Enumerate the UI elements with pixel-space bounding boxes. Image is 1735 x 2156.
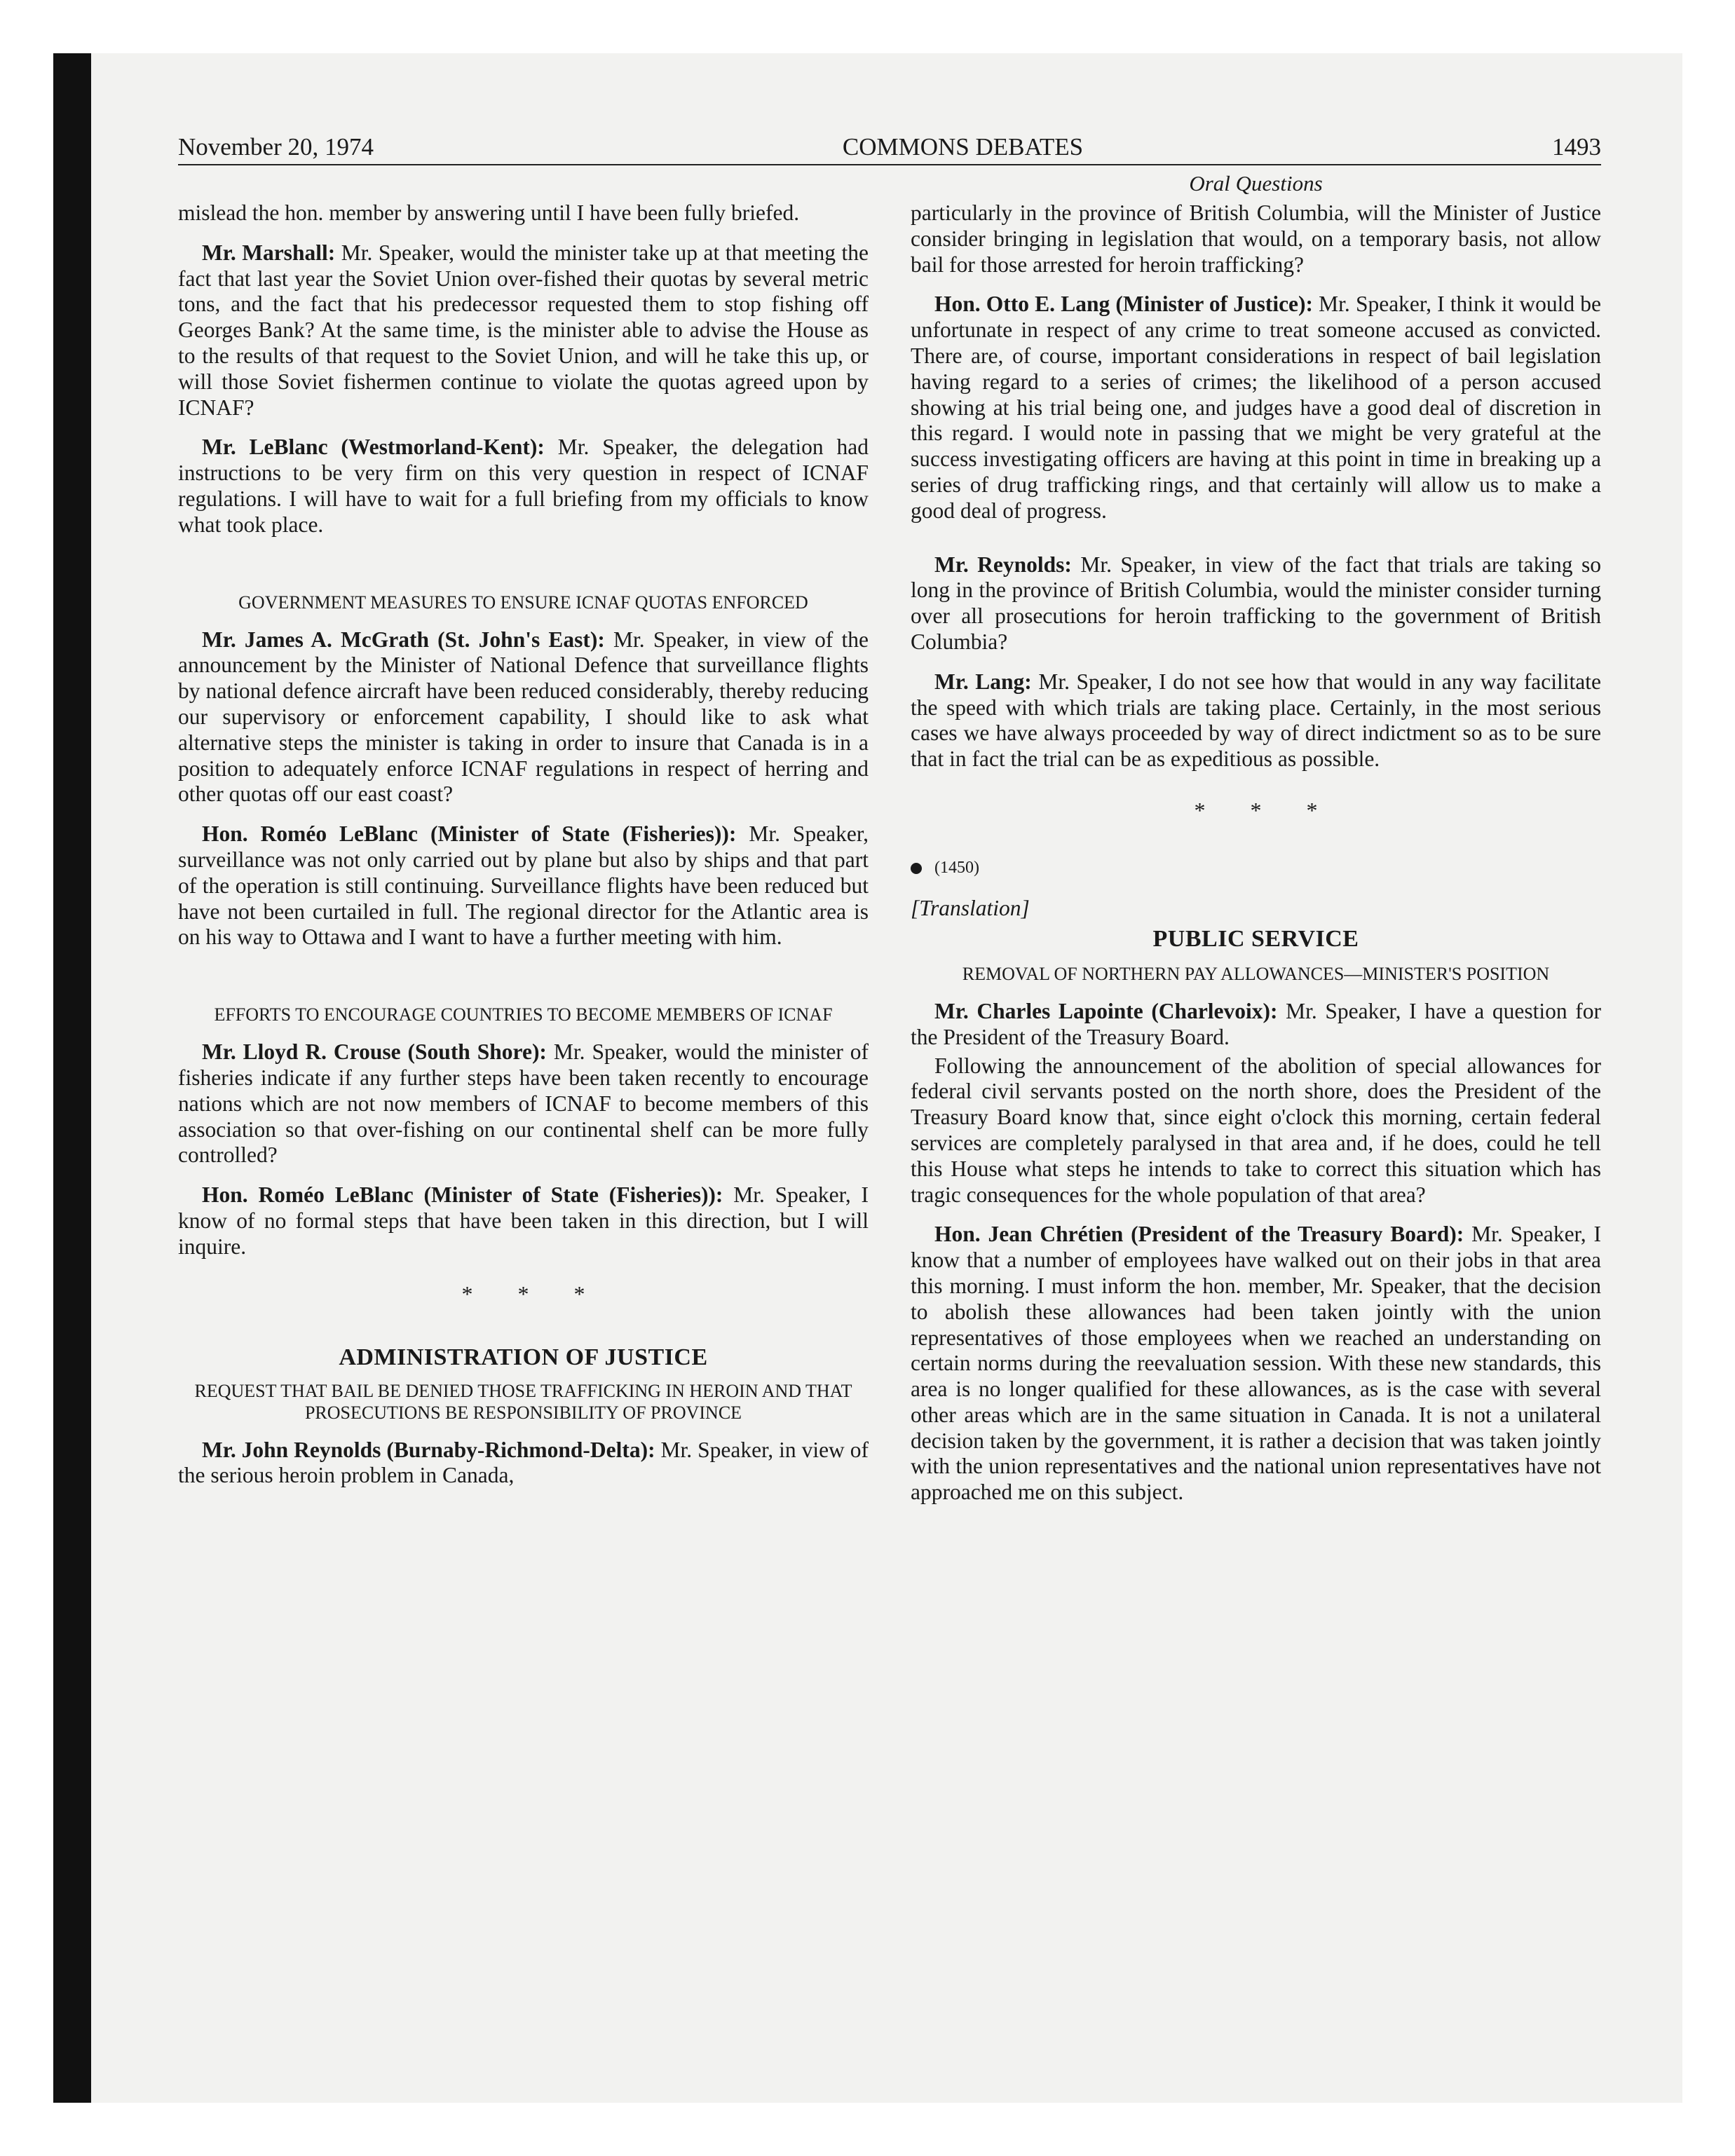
left-paragraph-8: [178, 1438, 869, 1489]
scan-edge-bar: [53, 53, 91, 2103]
speech-text: Mr. Speaker, I know of no formal steps that have been taken in this direction, but I will inquire.: [178, 1182, 869, 1259]
text-columns: [178, 171, 1601, 1506]
bullet-icon: [911, 863, 922, 874]
speech-text: Mr. Speaker, I know that a number of employees have walked out on their jobs in that area this morning. I must inform the hon. member, Mr. Speaker, that the decision to abolish these allowances had been taken jointly with the union representatives of those employees when we reached an understanding on certain norms during the reevaluation session. With these new standards, this area is no longer qualified for these allowances, as is the case with several other areas which are in the same situation in Canada. It is not a unilateral decision taken by the government, it is rather a decision that was taken jointly with the union representatives and the national union representatives have not approached me on this subject.: [911, 1222, 1601, 1505]
speaker-name: Mr. Charles Lapointe (Charlevoix):: [934, 998, 1278, 1023]
section-break-stars: * * *: [1194, 797, 1338, 823]
left-paragraph-2: [178, 240, 869, 421]
right-paragraph-3: [911, 552, 1601, 655]
right-paragraph-5: [911, 999, 1601, 1051]
subheading-bail-heroin: REQUEST THAT BAIL BE DENIED THOSE TRAFFICKING IN HEROIN AND THAT PROSECUTIONS BE RESPONSIBILITY OF PROVINCE: [194, 1380, 852, 1423]
speaker-name: Hon. Roméo LeBlanc (Minister of State (Fisheries)):: [202, 1182, 723, 1208]
header-date: November 20, 1974: [178, 133, 374, 161]
left-paragraph-6: [178, 1039, 869, 1168]
translation-note: [Translation]: [911, 895, 1030, 920]
left-column: [178, 171, 869, 1506]
subheading-northern-pay: REMOVAL OF NORTHERN PAY ALLOWANCES—MINISTER'S POSITION: [962, 963, 1550, 984]
left-paragraph-3: [178, 435, 869, 538]
speech-text: Mr. Speaker, would the minister take up at that meeting the fact that last year the Soviet Union over-fished their quotas by several metric tons, and the fact that his predecessor requested them to stop fishing off Georges Bank? At the same time, is the minister able to advise the House as to the results of that request to the Soviet Union, and will he take this up, or will those Soviet fishermen continue to violate the quotas agreed upon by ICNAF?: [178, 240, 869, 420]
time-marker-text: (1450): [934, 858, 979, 877]
subheading-icnaf-members: EFFORTS TO ENCOURAGE COUNTRIES TO BECOME MEMBERS OF ICNAF: [214, 1004, 833, 1025]
speech-text: Mr. Speaker, in view of the announcement by the Minister of National Defence that surveillance flights by national defence aircraft have been reduced considerably, thereby reducing our supervisory or enforcement capability, I should like to ask what alternative steps the minister is taking in order to insure that Canada is in a position to adequately enforce ICNAF regulations in respect of herring and other quotas off our east coast?: [178, 627, 869, 807]
left-paragraph-5: [178, 821, 869, 950]
speaker-name: Mr. James A. McGrath (St. John's East):: [202, 627, 605, 652]
right-paragraph-2: [911, 292, 1601, 524]
speech-text: Mr. Speaker, I think it would be unfortunate in respect of any crime to treat someone accused as convicted. There are, of course, important considerations in respect of bail legislation having regard to a series of crimes; the likelihood of a person accused showing at his trial being one, and judges have a good deal of discretion in this regard. I would note in passing that we might be very grateful at the success investigating officers are having at this point in time in breaking up a series of drug trafficking rings, and that certainly will allow us to make a good deal of progress.: [911, 292, 1601, 523]
speaker-name: Mr. Lloyd R. Crouse (South Shore):: [202, 1039, 547, 1065]
speaker-name: Mr. LeBlanc (Westmorland-Kent):: [202, 435, 545, 460]
speech-text: Mr. Speaker, surveillance was not only carried out by plane but also by ships and that part of the operation is still continuing. Surveillance flights have been reduced but have not been curtailed in full. The regional director for the Atlantic area is on his way to Ottawa and I want to have a further meeting with him.: [178, 821, 869, 950]
speaker-name: Hon. Jean Chrétien (President of the Treasury Board):: [934, 1222, 1464, 1247]
speaker-name: Mr. Reynolds:: [934, 552, 1072, 577]
speech-text: Mr. Speaker, would the minister of fisheries indicate if any further steps have been taken recently to encourage nations which are not now members of ICNAF to become members of this association so that over-fishing on our continental shelf can be more fully controlled?: [178, 1039, 869, 1168]
section-break-stars: * * *: [461, 1281, 605, 1306]
speaker-name: Mr. John Reynolds (Burnaby-Richmond-Delta):: [202, 1437, 655, 1462]
hansard-page: [178, 133, 1601, 2068]
left-top-spacer: [178, 171, 869, 200]
time-marker: [911, 857, 1601, 878]
speaker-name: Mr. Marshall:: [202, 240, 336, 265]
right-paragraph-4: [911, 669, 1601, 772]
speech-text: Mr. Speaker, in view of the fact that trials are taking so long in the province of British Columbia, would the minister consider turning over all prosecutions for heroin trafficking to the government of British Columbia?: [911, 552, 1601, 654]
left-paragraph-7: [178, 1182, 869, 1260]
speaker-name: Hon. Otto E. Lang (Minister of Justice):: [934, 292, 1314, 317]
header-title: COMMONS DEBATES: [842, 133, 1084, 161]
right-paragraph-1: particularly in the province of British Columbia, will the Minister of Justice consider bringing in legislation that would, on a temporary basis, not allow bail for those arrested for heroin trafficking?: [911, 200, 1601, 277]
speech-text: Mr. Speaker, in view of the serious heroin problem in Canada,: [178, 1437, 869, 1488]
left-paragraph-4: [178, 627, 869, 808]
speaker-name: Hon. Roméo LeBlanc (Minister of State (Fisheries)):: [202, 821, 737, 847]
heading-administration-of-justice: ADMINISTRATION OF JUSTICE: [339, 1344, 708, 1370]
speech-text: Mr. Speaker, the delegation had instructions to be very firm on this very question in respect of ICNAF regulations. I will have to wait for a full briefing from my officials to know what took place.: [178, 435, 869, 537]
heading-public-service: PUBLIC SERVICE: [1152, 925, 1359, 952]
section-label: Oral Questions: [1189, 171, 1323, 196]
speech-text: Mr. Speaker, I do not see how that would in any way facilitate the speed with which trials are taking place. Certainly, in the most serious cases we have always proceeded by way of direct indictment so as to be sure that in fact the trial can be as expeditious as possible.: [911, 669, 1601, 772]
subheading-icnaf-quotas: GOVERNMENT MEASURES TO ENSURE ICNAF QUOTAS ENFORCED: [238, 592, 808, 613]
speaker-name: Mr. Lang:: [934, 669, 1032, 694]
right-paragraph-7: [911, 1222, 1601, 1506]
left-paragraph-1: mislead the hon. member by answering until I have been fully briefed.: [178, 200, 800, 225]
speech-text: Mr. Speaker, I have a question for the President of the Treasury Board.: [911, 998, 1601, 1049]
right-column: [911, 171, 1601, 1506]
running-head: [178, 133, 1601, 165]
right-paragraph-6: Following the announcement of the abolition of special allowances for federal civil servants posted on the north shore, does the President of the Treasury Board know that, since eight o'clock this morning, certain federal services are completely paralysed in that area and, if he does, could he tell this House what steps he intends to take to correct this situation which has tragic consequences for the whole population of that area?: [911, 1053, 1601, 1207]
header-page-number: 1493: [1551, 133, 1601, 161]
